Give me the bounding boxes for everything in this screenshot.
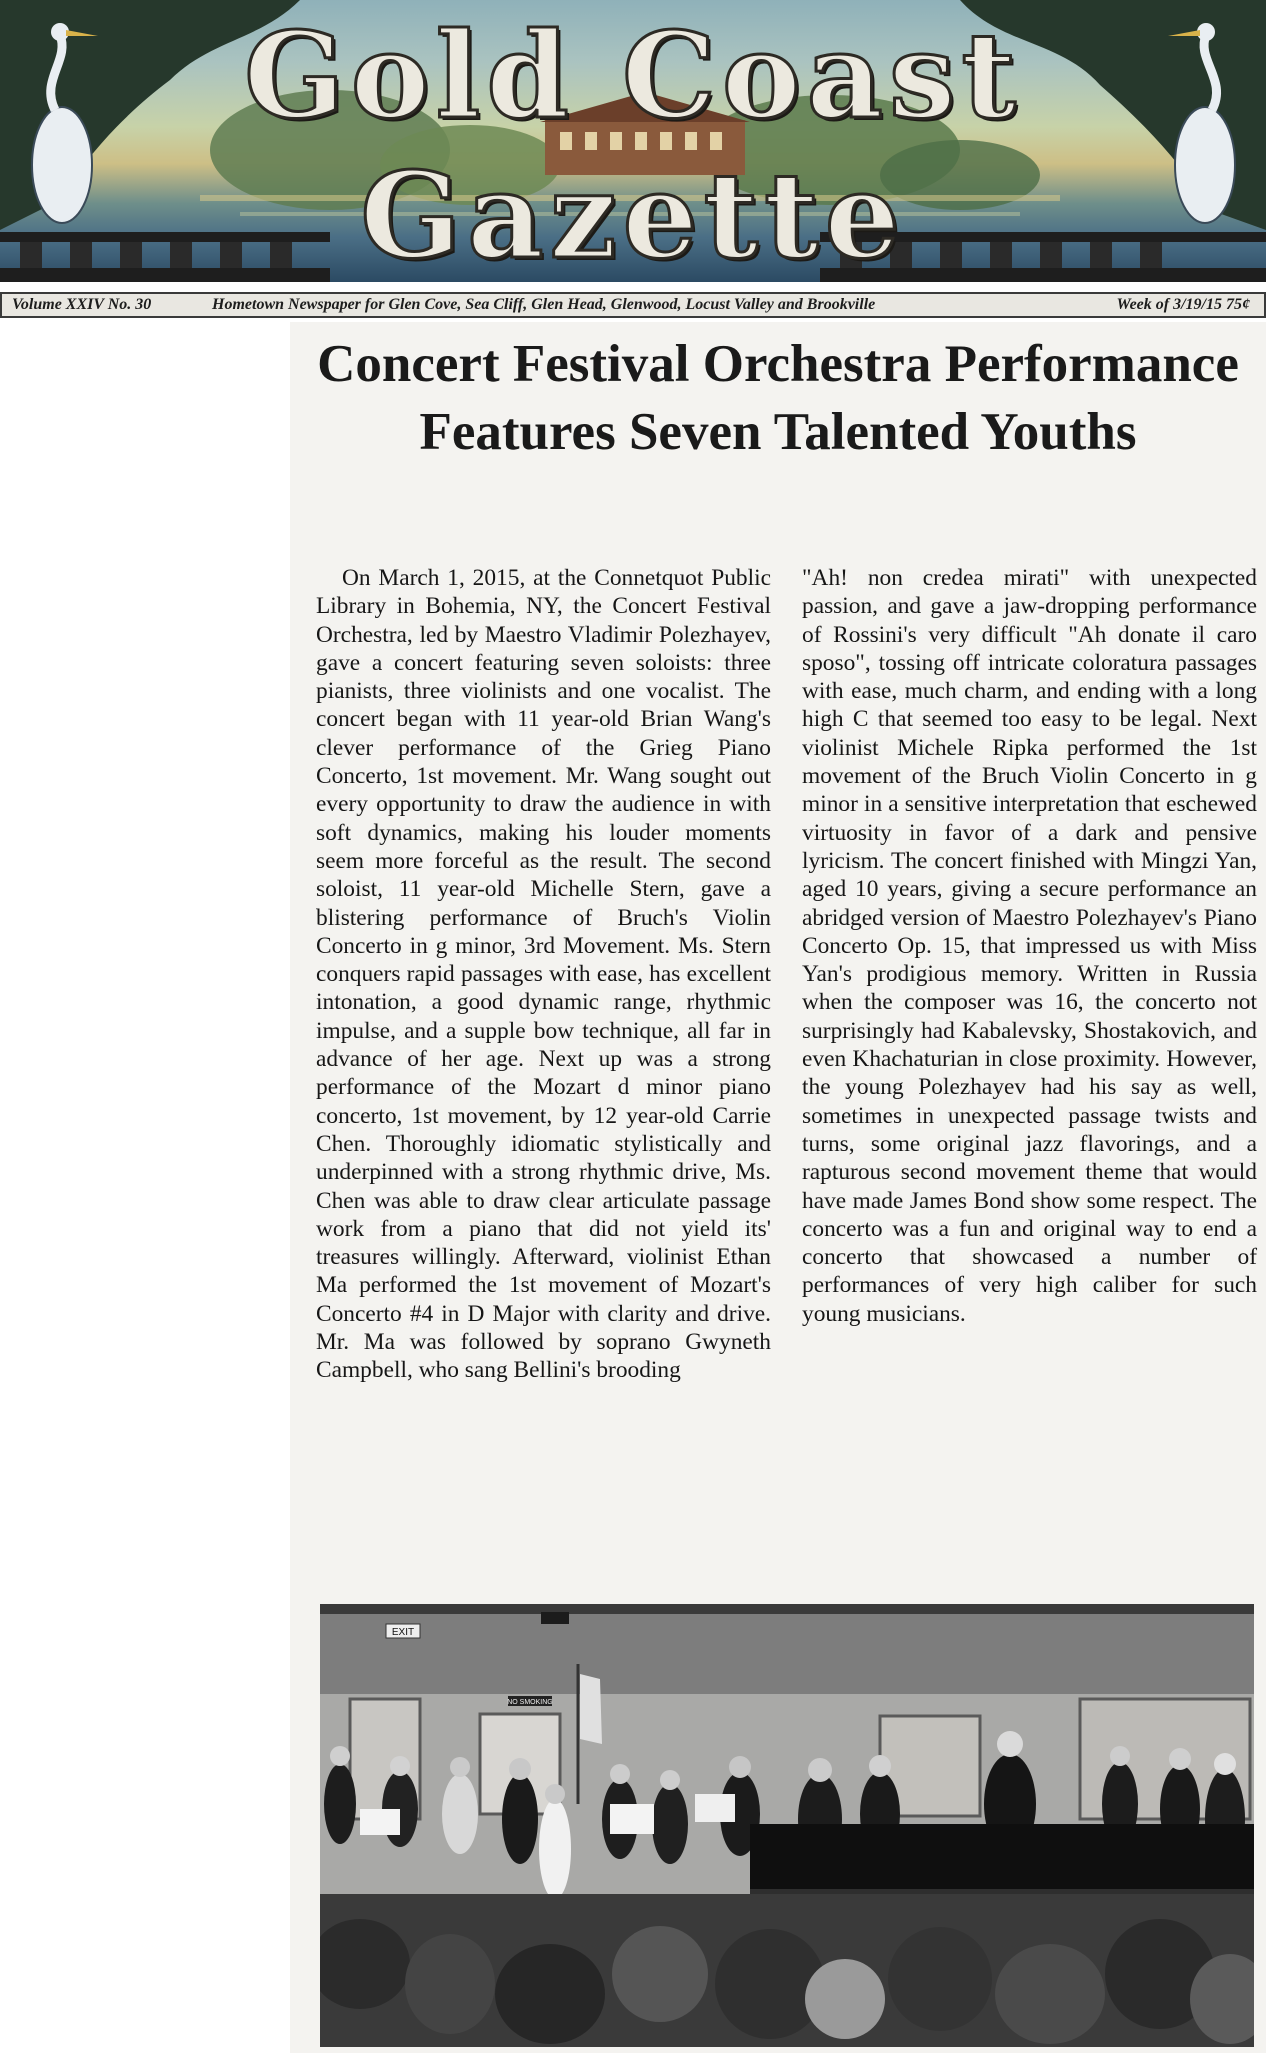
masthead: [0, 0, 1266, 282]
article: [290, 322, 1266, 2053]
issue-date-price: Week of 3/19/15 75¢: [1116, 296, 1250, 313]
article-column-right: "Ah! non credea mirati" with unexpected passion, and gave a jaw-dropping performance of Rossini's very difficult "Ah donate il caro sposo", tossing off intricate coloratura passages with ease, much charm, and ending with a long high C that seemed too easy to be legal. Next violinist Michele Ripka performed the 1st movement of the Bruch Violin Concerto in g minor in a sensitive interpretation that eschewed virtuosity in favor of a dark and pensive lyricism. The concert finished with Mingzi Yan, aged 10 years, giving a secure performance an abridged version of Maestro Polezhayev's Piano Concerto Op. 15, that impressed us with Miss Yan's prodigious memory. Written in Russia when the composer was 16, the concerto not surprisingly had Kabalevsky, Shostakovich, and even Khachaturian in close proximity. However, the young Polezhayev had his say as well, sometimes in unexpected passage twists and turns, some original jazz flavorings, and a rapturous second movement theme that would have made James Bond show some respect. The concerto was a fun and original way to end a concerto that showcased a number of performances of very high caliber for such young musicians.: [802, 565, 1257, 1327]
masthead-tagline: Hometown Newspaper for Glen Cove, Sea Cliff, Glen Head, Glenwood, Locust Valley and Brookville: [212, 296, 876, 313]
concert-photo: [320, 1604, 1254, 2047]
no-smoking-sign: NO SMOKING: [507, 1699, 553, 1706]
masthead-title: Gold Coast Gazette: [244, 6, 1022, 282]
exit-sign: EXIT: [391, 1627, 415, 1638]
piano: [750, 1824, 1254, 1894]
article-headline: Concert Festival Orchestra Performance Features Seven Talented Youths: [317, 335, 1239, 461]
masthead-info-bar: [0, 292, 1266, 318]
audience: [320, 1894, 1254, 2047]
article-column-left: On March 1, 2015, at the Connetquot Public Library in Bohemia, NY, the Concert Festival Orchestra, led by Maestro Vladimir Polezhayev, gave a concert featuring seven soloists: three pianists, three violinists and one vocalist. The concert began with 11 year-old Brian Wang's clever performance of the Grieg Piano Concerto, 1st movement. Mr. Wang sought out every opportunity to draw the audience in with soft dynamics, making his louder moments seem more forceful as the result. The second soloist, 11 year-old Michelle Stern, gave a blistering performance of Bruch's Violin Concerto in g minor, 3rd Movement. Ms. Stern conquers rapid passages with ease, has excellent intonation, a good dynamic range, rhythmic impulse, and a supple bow technique, all far in advance of her age. Next up was a strong performance of the Mozart d minor piano concerto, 1st movement, by 12 year-old Carrie Chen. Thoroughly idiomatic stylistically and underpinned with a strong rhythmic drive, Ms. Chen was able to draw clear articulate passage work from a piano that did not yield its' treasures willingly. Afterward, violinist Ethan Ma performed the 1st movement of Mozart's Concerto #4 in D Major with clarity and drive. Mr. Ma was followed by soprano Gwyneth Campbell, who sang Bellini's brooding: [316, 565, 771, 1384]
volume-number: Volume XXIV No. 30: [12, 296, 152, 313]
concert-photo-illustration: [320, 1604, 1254, 2047]
